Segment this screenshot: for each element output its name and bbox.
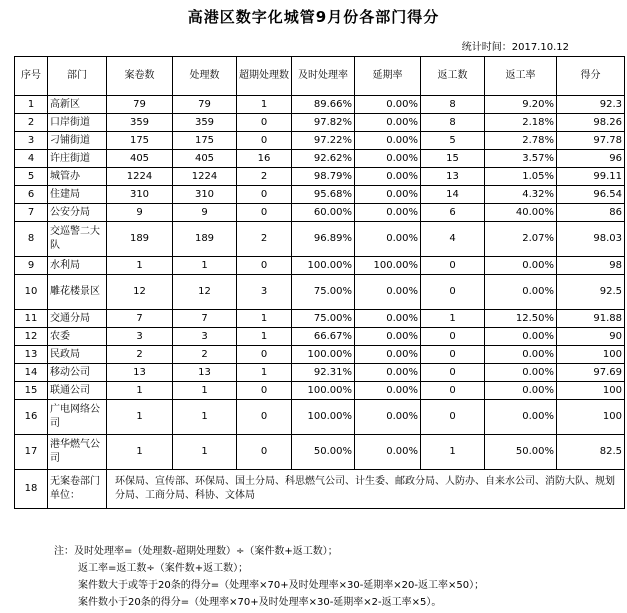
table-cell: 13 [173,364,237,382]
table-cell: 75.00% [292,310,355,328]
table-cell: 0.00% [355,204,421,222]
table-cell: 100 [557,346,625,364]
table-body [15,96,625,509]
stat-date: 统计时间：2017.10.12 [461,42,569,53]
table-cell: 175 [107,132,173,150]
table-cell: 0 [421,346,485,364]
note-line: 注：及时处理率=（处理数-超期处理数）÷（案件数+返工数）； [54,546,338,557]
header-cell: 延期率 [355,57,421,96]
table-cell: 16 [15,400,48,435]
table-cell: 310 [107,186,173,204]
table-cell: 50.00% [292,435,355,470]
table-cell: 0.00% [355,346,421,364]
table-cell: 15 [421,150,485,168]
table-cell: 0.00% [485,346,557,364]
table-cell: 97.69 [557,364,625,382]
table-cell: 1 [107,382,173,400]
table-cell: 2.07% [485,222,557,257]
table-cell: 0.00% [355,222,421,257]
table-cell: 城管办 [48,168,107,186]
table-cell: 13 [15,346,48,364]
table-cell: 79 [173,96,237,114]
table-cell: 1 [107,435,173,470]
table-cell: 雕花楼景区 [48,275,107,310]
table-row [15,346,625,364]
table-row [15,364,625,382]
header-cell: 返工数 [421,57,485,96]
table-cell: 0 [421,364,485,382]
table-cell: 0 [237,400,292,435]
table-cell: 13 [421,168,485,186]
table-row [15,257,625,275]
table-cell: 92.62% [292,150,355,168]
table-cell: 3.57% [485,150,557,168]
table-cell: 100.00% [292,257,355,275]
table-cell: 66.67% [292,328,355,346]
table-cell: 175 [173,132,237,150]
table-cell: 7 [173,310,237,328]
header-cell: 超期处理数 [237,57,292,96]
table-cell: 0 [237,114,292,132]
table-cell: 1.05% [485,168,557,186]
table-cell: 2 [15,114,48,132]
table-cell: 91.88 [557,310,625,328]
table-cell: 8 [15,222,48,257]
table-cell: 18 [15,470,48,509]
table-cell: 96.89% [292,222,355,257]
table-cell: 100.00% [355,257,421,275]
table-cell: 75.00% [292,275,355,310]
no-case-units: 环保局、宣传部、环保局、国土分局、科思燃气公司、计生委、邮政分局、人防办、自来水公司、消防大队、规划分局、工商分局、科协、文体局 [107,470,625,509]
table-cell: 6 [15,186,48,204]
table-row [15,275,625,310]
table-cell: 12 [173,275,237,310]
table-cell: 90 [557,328,625,346]
table-cell: 2 [237,222,292,257]
table-cell: 1224 [107,168,173,186]
table-cell: 100 [557,400,625,435]
note-line: 案件数大于或等于20条的得分=（处理率×70+及时处理率×30-延期率×20-返工率×50）； [78,580,485,591]
table-cell: 1 [173,257,237,275]
table-row [15,204,625,222]
table-cell: 15 [15,382,48,400]
no-case-label: 无案卷部门单位： [48,470,107,509]
table-cell: 0.00% [485,400,557,435]
table-cell: 92.5 [557,275,625,310]
table-cell: 86 [557,204,625,222]
table-cell: 民政局 [48,346,107,364]
table-cell: 3 [173,328,237,346]
table-cell: 0.00% [355,132,421,150]
table-cell: 1 [237,364,292,382]
table-cell: 港华燃气公司 [48,435,107,470]
table-cell: 0.00% [355,168,421,186]
table-cell: 1 [173,400,237,435]
table-cell: 0.00% [355,186,421,204]
table-cell: 0.00% [485,275,557,310]
table-cell: 98.79% [292,168,355,186]
header-cell: 得分 [557,57,625,96]
table-cell: 0.00% [485,328,557,346]
table-cell: 9 [173,204,237,222]
table-cell: 7 [15,204,48,222]
table-cell: 联通公司 [48,382,107,400]
table-cell: 0.00% [355,382,421,400]
table-row [15,114,625,132]
table-cell: 10 [15,275,48,310]
table-cell: 0.00% [355,275,421,310]
table-cell: 9.20% [485,96,557,114]
table-cell: 359 [107,114,173,132]
table-cell: 4 [421,222,485,257]
table-cell: 0.00% [355,96,421,114]
table-cell: 刁铺街道 [48,132,107,150]
table-row [15,435,625,470]
table-row [15,222,625,257]
table-cell: 5 [421,132,485,150]
table-cell: 0 [237,186,292,204]
table-row [15,382,625,400]
table-cell: 9 [107,204,173,222]
table-cell: 3 [15,132,48,150]
table-cell: 公安分局 [48,204,107,222]
table-cell: 98.26 [557,114,625,132]
table-cell: 农委 [48,328,107,346]
table-cell: 97.78 [557,132,625,150]
table-cell: 1 [173,382,237,400]
table-row [15,186,625,204]
table-cell: 92.31% [292,364,355,382]
table-row [15,132,625,150]
table-cell: 96.54 [557,186,625,204]
table-cell: 0.00% [355,435,421,470]
table-row [15,400,625,435]
table-cell: 100.00% [292,382,355,400]
table-cell: 100.00% [292,400,355,435]
table-cell: 1 [237,96,292,114]
table-cell: 17 [15,435,48,470]
table-cell: 4.32% [485,186,557,204]
table-cell: 50.00% [485,435,557,470]
table-cell: 2 [237,168,292,186]
table-cell: 广电网络公司 [48,400,107,435]
notes [54,543,484,611]
table-cell: 189 [107,222,173,257]
table-cell: 12 [15,328,48,346]
table-cell: 1 [15,96,48,114]
table-row [15,168,625,186]
table-row [15,328,625,346]
table-cell: 405 [173,150,237,168]
table-cell: 1224 [173,168,237,186]
table-cell: 12.50% [485,310,557,328]
table-cell: 0 [421,275,485,310]
table-cell: 8 [421,96,485,114]
table-cell: 60.00% [292,204,355,222]
table-cell: 4 [15,150,48,168]
table-cell: 0.00% [485,364,557,382]
table-cell: 口岸街道 [48,114,107,132]
table-cell: 11 [15,310,48,328]
table-cell: 5 [15,168,48,186]
table-cell: 0 [421,257,485,275]
table-cell: 1 [107,400,173,435]
table-cell: 98 [557,257,625,275]
no-case-row [15,470,625,509]
table-cell: 1 [421,435,485,470]
table-cell: 0 [237,132,292,150]
table-cell: 14 [421,186,485,204]
table-cell: 7 [107,310,173,328]
table-cell: 92.3 [557,96,625,114]
table-cell: 0 [237,346,292,364]
table-cell: 1 [421,310,485,328]
table-cell: 3 [107,328,173,346]
table-cell: 0 [421,400,485,435]
header-row [15,57,625,96]
header-cell: 及时处理率 [292,57,355,96]
page-title: 高港区数字化城管9月份各部门得分 [187,8,440,26]
table-cell: 高新区 [48,96,107,114]
header-cell: 序号 [15,57,48,96]
note-line: 返工率=返工数÷（案件数+返工数）； [78,563,249,574]
table-cell: 89.66% [292,96,355,114]
table-cell: 许庄街道 [48,150,107,168]
table-cell: 40.00% [485,204,557,222]
table-cell: 189 [173,222,237,257]
table-cell: 13 [107,364,173,382]
table-cell: 405 [107,150,173,168]
table-cell: 82.5 [557,435,625,470]
note-line: 案件数小于20条的得分=（处理率×70+及时处理率×30-延期率×2-返工率×5）。 [78,597,442,608]
table-cell: 1 [237,310,292,328]
table-cell: 98.03 [557,222,625,257]
table-row [15,150,625,168]
table-cell: 310 [173,186,237,204]
table-cell: 16 [237,150,292,168]
table-cell: 0 [421,382,485,400]
table-cell: 3 [237,275,292,310]
table-cell: 6 [421,204,485,222]
table-cell: 97.22% [292,132,355,150]
table-cell: 住建局 [48,186,107,204]
table-cell: 0.00% [485,382,557,400]
table-cell: 交巡警二大队 [48,222,107,257]
table-cell: 1 [173,435,237,470]
table-cell: 99.11 [557,168,625,186]
table-cell: 0 [237,382,292,400]
table-cell: 0.00% [355,328,421,346]
table-cell: 100.00% [292,346,355,364]
header-cell: 部门 [48,57,107,96]
table-cell: 0 [237,257,292,275]
table-cell: 2 [107,346,173,364]
table-cell: 2 [173,346,237,364]
table-cell: 0.00% [355,400,421,435]
table-cell: 79 [107,96,173,114]
table-cell: 95.68% [292,186,355,204]
table-row [15,96,625,114]
table-cell: 2.18% [485,114,557,132]
table-cell: 2.78% [485,132,557,150]
table-cell: 0.00% [355,310,421,328]
table-cell: 96 [557,150,625,168]
table-cell: 交通分局 [48,310,107,328]
table-cell: 97.82% [292,114,355,132]
table-cell: 12 [107,275,173,310]
table-cell: 9 [15,257,48,275]
score-table [14,56,625,509]
table-cell: 0 [421,328,485,346]
table-cell: 1 [107,257,173,275]
table-cell: 0.00% [485,257,557,275]
table-cell: 0.00% [355,364,421,382]
table-cell: 14 [15,364,48,382]
table-cell: 359 [173,114,237,132]
table-cell: 0 [237,204,292,222]
header-cell: 案卷数 [107,57,173,96]
header-cell: 返工率 [485,57,557,96]
table-cell: 100 [557,382,625,400]
table-row [15,310,625,328]
table-cell: 0.00% [355,114,421,132]
header-cell: 处理数 [173,57,237,96]
table-cell: 1 [237,328,292,346]
table-cell: 0 [237,435,292,470]
table-cell: 移动公司 [48,364,107,382]
table-cell: 8 [421,114,485,132]
table-cell: 水利局 [48,257,107,275]
table-cell: 0.00% [355,150,421,168]
